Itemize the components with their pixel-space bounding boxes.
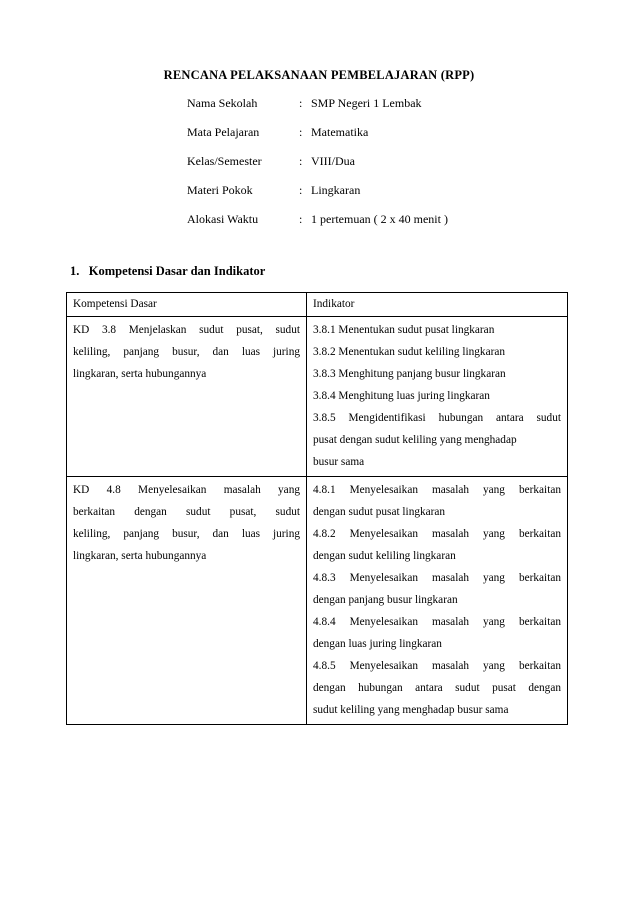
meta-value: 1 pertemuan ( 2 x 40 menit ) bbox=[311, 212, 448, 226]
meta-row-class bbox=[187, 154, 448, 183]
meta-value: SMP Negeri 1 Lembak bbox=[311, 96, 422, 110]
indikator-line: sudut keliling yang menghadap busur sama bbox=[313, 704, 509, 716]
indikator-line: 4.8.2 Menyelesaikan masalah yang berkaitan bbox=[313, 528, 561, 540]
indikator-line: 3.8.2 Menentukan sudut keliling lingkaran bbox=[313, 346, 506, 358]
meta-label: Kelas/Semester bbox=[187, 154, 262, 168]
indikator-cell bbox=[307, 317, 568, 477]
meta-row-school bbox=[187, 96, 448, 125]
kd-line: keliling, panjang busur, dan luas juring bbox=[73, 528, 300, 540]
kd-line: KD 4.8 Menyelesaikan masalah yang bbox=[73, 484, 300, 496]
header-indikator: Indikator bbox=[307, 293, 568, 317]
meta-label: Nama Sekolah bbox=[187, 96, 258, 110]
kd-line: berkaitan dengan sudut pusat, sudut bbox=[73, 506, 300, 518]
competency-table bbox=[66, 292, 568, 725]
meta-label: Alokasi Waktu bbox=[187, 212, 259, 226]
meta-separator: : bbox=[299, 183, 303, 197]
indikator-line: 3.8.3 Menghitung panjang busur lingkaran bbox=[313, 368, 506, 380]
kd-cell bbox=[67, 477, 307, 725]
meta-separator: : bbox=[299, 125, 303, 139]
kd-line: lingkaran, serta hubungannya bbox=[73, 368, 207, 380]
kd-line: lingkaran, serta hubungannya bbox=[73, 550, 207, 562]
document-title: RENCANA PELAKSANAAN PEMBELAJARAN (RPP) bbox=[163, 68, 475, 82]
indikator-cell bbox=[307, 477, 568, 725]
meta-label: Mata Pelajaran bbox=[187, 125, 260, 139]
indikator-line: 3.8.1 Menentukan sudut pusat lingkaran bbox=[313, 324, 495, 336]
indikator-line: dengan sudut pusat lingkaran bbox=[313, 506, 446, 518]
header-kompetensi-dasar: Kompetensi Dasar bbox=[67, 293, 307, 317]
kd-cell bbox=[67, 317, 307, 477]
indikator-line: pusat dengan sudut keliling yang menghadap bbox=[313, 434, 517, 446]
meta-separator: : bbox=[299, 212, 303, 226]
kd-line: KD 3.8 Menjelaskan sudut pusat, sudut bbox=[73, 324, 300, 336]
table-header-row bbox=[67, 293, 568, 317]
section-number: 1. bbox=[70, 264, 80, 278]
kd-line: keliling, panjang busur, dan luas juring bbox=[73, 346, 300, 358]
meta-row-subject bbox=[187, 125, 448, 154]
section-title: Kompetensi Dasar dan Indikator bbox=[88, 264, 266, 278]
indikator-line: 4.8.5 Menyelesaikan masalah yang berkaitan bbox=[313, 660, 561, 672]
indikator-line: dengan hubungan antara sudut pusat dengan bbox=[313, 682, 561, 694]
section-heading bbox=[70, 264, 265, 279]
table-row bbox=[67, 477, 568, 725]
indikator-line: 4.8.1 Menyelesaikan masalah yang berkaitan bbox=[313, 484, 561, 496]
table-row bbox=[67, 317, 568, 477]
indikator-line: 4.8.3 Menyelesaikan masalah yang berkaitan bbox=[313, 572, 561, 584]
meta-value: Lingkaran bbox=[311, 183, 361, 197]
indikator-line: dengan sudut keliling lingkaran bbox=[313, 550, 456, 562]
indikator-line: 3.8.4 Menghitung luas juring lingkaran bbox=[313, 390, 490, 402]
indikator-line: dengan panjang busur lingkaran bbox=[313, 594, 458, 606]
meta-value: VIII/Dua bbox=[311, 154, 355, 168]
indikator-line: busur sama bbox=[313, 456, 365, 468]
indikator-line: dengan luas juring lingkaran bbox=[313, 638, 442, 650]
meta-label: Materi Pokok bbox=[187, 183, 253, 197]
indikator-line: 4.8.4 Menyelesaikan masalah yang berkaitan bbox=[313, 616, 561, 628]
identity-block bbox=[187, 96, 448, 241]
indikator-line: 3.8.5 Mengidentifikasi hubungan antara sudut bbox=[313, 412, 561, 424]
meta-row-topic bbox=[187, 183, 448, 212]
meta-row-time bbox=[187, 212, 448, 241]
meta-separator: : bbox=[299, 154, 303, 168]
meta-separator: : bbox=[299, 96, 303, 110]
meta-value: Matematika bbox=[311, 125, 369, 139]
